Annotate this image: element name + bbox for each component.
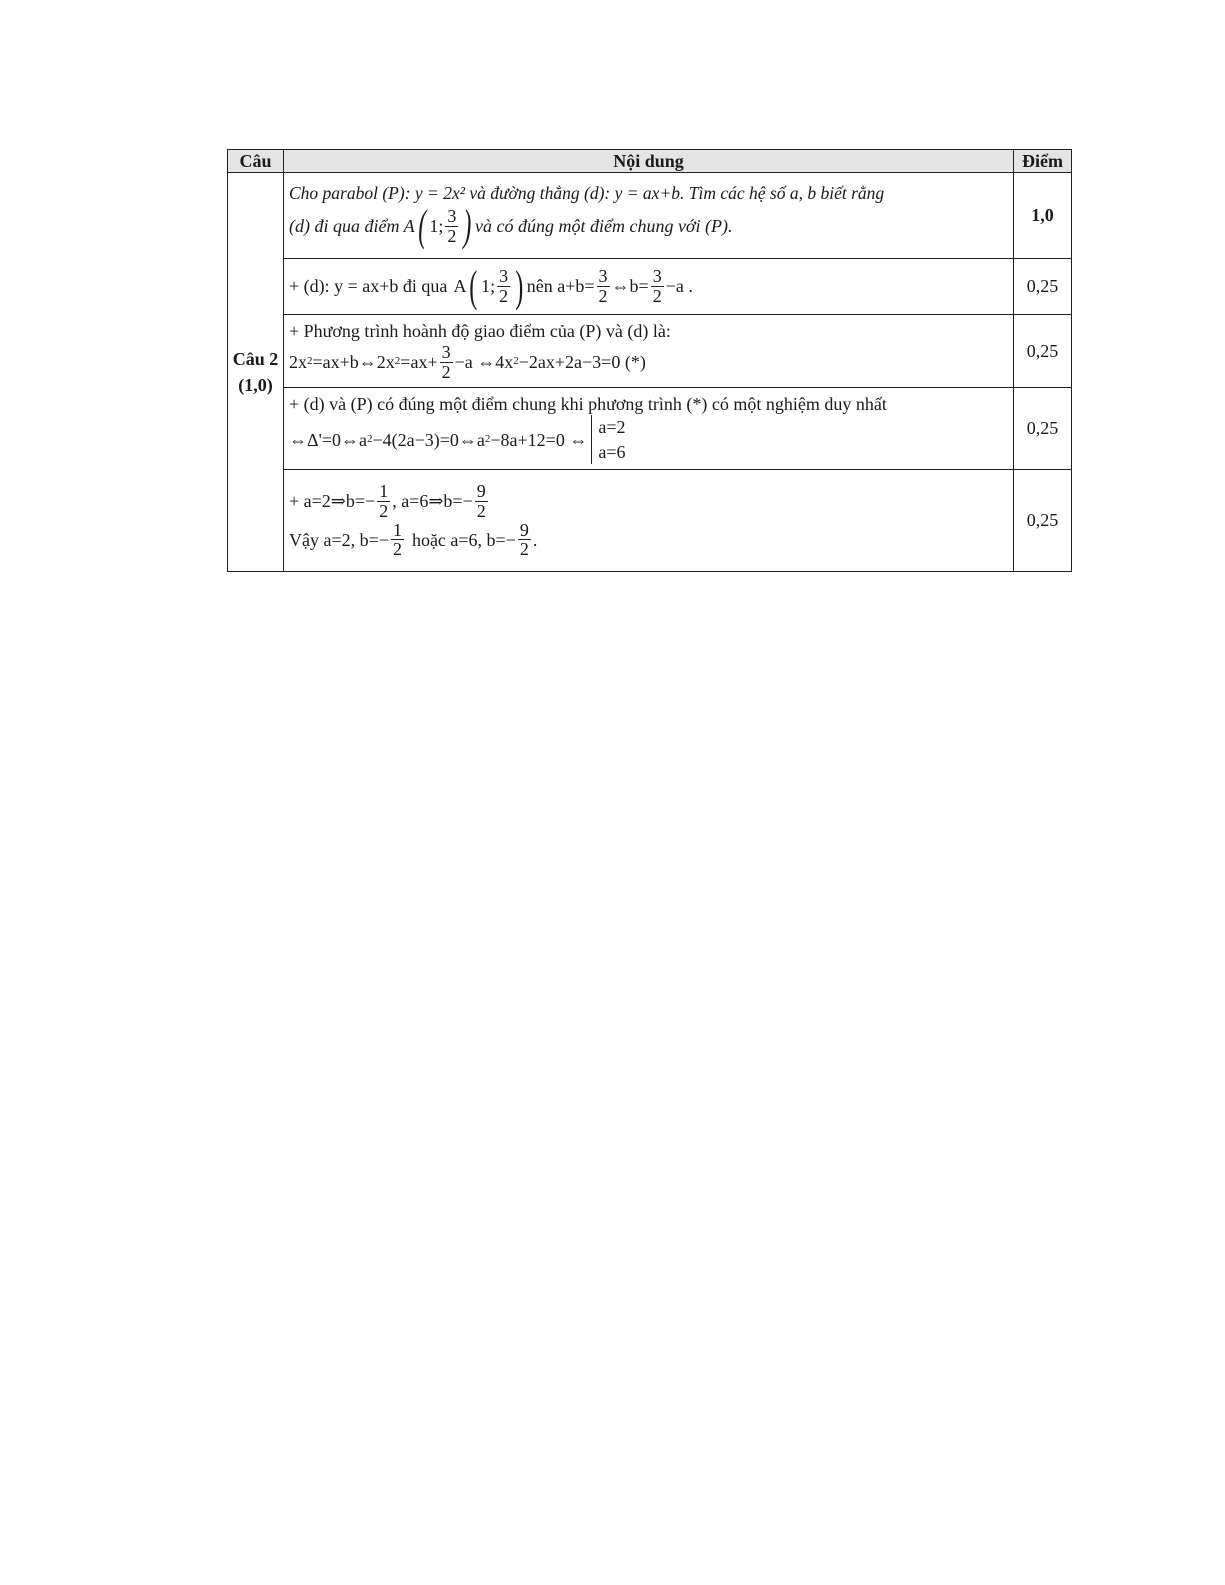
fraction-numerator: 3	[499, 266, 509, 287]
equation-part: −4(2a−3)=0⇔a	[372, 429, 485, 450]
header-question: Câu	[228, 150, 284, 173]
fraction-numerator: 9	[519, 519, 529, 540]
step-2-line-1: + Phương trình hoành độ giao điểm của (P) và (d) là:	[289, 321, 671, 342]
points-cell: 0,25	[1014, 470, 1072, 572]
fraction	[651, 267, 664, 306]
problem-line-1: Cho parabol (P): y = 2x² và đường thẳng (d): y = ax+b. Tìm các hệ số a, b biết rằng	[289, 182, 885, 203]
points-cell: 0,25	[1014, 259, 1072, 315]
problem-line-2a: (d) đi qua điểm A	[289, 216, 415, 237]
point-a-x: 1;	[429, 216, 444, 237]
equation-part: .	[532, 529, 538, 550]
fraction-denominator: 2	[519, 539, 529, 560]
fraction-numerator: 3	[441, 341, 451, 362]
fraction-denominator: 2	[392, 539, 402, 560]
question-label: Câu 2	[232, 349, 279, 369]
points-cell: 0,25	[1014, 388, 1072, 470]
equation-part: hoặc a=6, b=−	[411, 529, 516, 550]
point-a-x: 1;	[481, 276, 496, 297]
step-1-text-d: −a .	[665, 276, 693, 297]
point-a-fraction	[445, 207, 458, 246]
fraction-denominator: 2	[652, 286, 662, 306]
fraction-denominator: 2	[447, 225, 457, 246]
point-a-fraction	[497, 267, 510, 306]
answer-sheet	[227, 149, 1072, 572]
fraction-numerator: 9	[476, 480, 486, 501]
question-total: (1,0)	[238, 375, 273, 395]
fraction	[475, 482, 488, 521]
equation-part: + a=2⇒b=−	[289, 490, 376, 511]
step-3-equation: ⇔Δ'=0⇔a 2 −4(2a−3)=0⇔a 2 −8a+12=0 ⇔ a=2 a=6	[289, 415, 1009, 464]
case-2: a=6	[598, 441, 626, 462]
step-1-text-c: ⇔b=	[611, 276, 649, 297]
fraction-denominator: 2	[499, 286, 509, 306]
step-3	[284, 388, 1014, 470]
fraction	[377, 482, 390, 521]
fraction-numerator: 1	[392, 519, 402, 540]
equation-part: =ax+	[400, 352, 438, 372]
step-4-line-1	[289, 482, 1009, 521]
problem-statement	[284, 173, 1014, 259]
fraction-denominator: 2	[598, 286, 608, 306]
point-a-expression: ( 1; $\frac{3}{2}$ )	[469, 261, 524, 311]
equation-part: −2ax+2a−3=0 (*)	[518, 352, 646, 372]
table-row	[228, 470, 1072, 572]
case-bracket	[591, 415, 625, 464]
fraction-numerator: 1	[379, 480, 389, 501]
fraction	[597, 267, 610, 306]
step-2	[284, 315, 1014, 388]
step-4	[284, 470, 1014, 572]
step-1	[284, 259, 1014, 315]
equation-part: =ax+b⇔2x	[312, 352, 395, 372]
problem-line-2	[289, 201, 1009, 251]
equation-part: 2x	[289, 352, 307, 372]
equation-part: −8a+12=0 ⇔	[490, 429, 588, 450]
table-row	[228, 259, 1072, 315]
header-content: Nội dung	[284, 150, 1014, 173]
equation-part: −a ⇔4x	[454, 352, 514, 372]
equation-part: ⇔Δ'=0⇔a	[289, 429, 367, 450]
table-header-row	[228, 150, 1072, 173]
header-points: Điểm	[1014, 150, 1072, 173]
fraction-denominator: 2	[441, 361, 451, 382]
grading-table	[227, 149, 1072, 572]
fraction-numerator: 3	[598, 266, 608, 287]
points-cell: 0,25	[1014, 315, 1072, 388]
points-cell: 1,0	[1014, 173, 1072, 259]
step-1-line	[289, 261, 1009, 311]
step-1-text-a: + (d): y = ax+b đi qua	[289, 276, 448, 297]
fraction-denominator: 2	[379, 500, 389, 521]
table-row	[228, 173, 1072, 259]
question-label-cell	[228, 173, 284, 572]
equation-part: , a=6⇒b=−	[392, 490, 473, 511]
fraction	[518, 521, 531, 560]
equation-part: Vậy a=2, b=−	[289, 529, 389, 550]
point-a-expression: ( 1; $\frac{3}{2}$ )	[417, 201, 472, 251]
fraction-denominator: 2	[476, 500, 486, 521]
step-1-text-b: nên a+b=	[526, 276, 595, 297]
step-2-equation: 2x 2 =ax+b⇔2x 2 =ax+ $\frac{3}{2}$ −a ⇔4x 2 −2ax+2a−3=0 (*)	[289, 341, 646, 382]
fraction-numerator: 3	[652, 266, 662, 287]
step-4-conclusion	[289, 521, 1009, 560]
fraction	[440, 343, 453, 382]
table-row	[228, 315, 1072, 388]
fraction-numerator: 3	[447, 206, 457, 227]
point-label: A	[453, 276, 467, 297]
step-3-line-1: + (d) và (P) có đúng một điểm chung khi phương trình (*) có một nghiệm duy nhất	[289, 393, 887, 414]
fraction	[391, 521, 404, 560]
case-1: a=2	[598, 417, 626, 438]
table-row	[228, 388, 1072, 470]
problem-line-2b: và có đúng một điểm chung với (P).	[474, 216, 733, 237]
